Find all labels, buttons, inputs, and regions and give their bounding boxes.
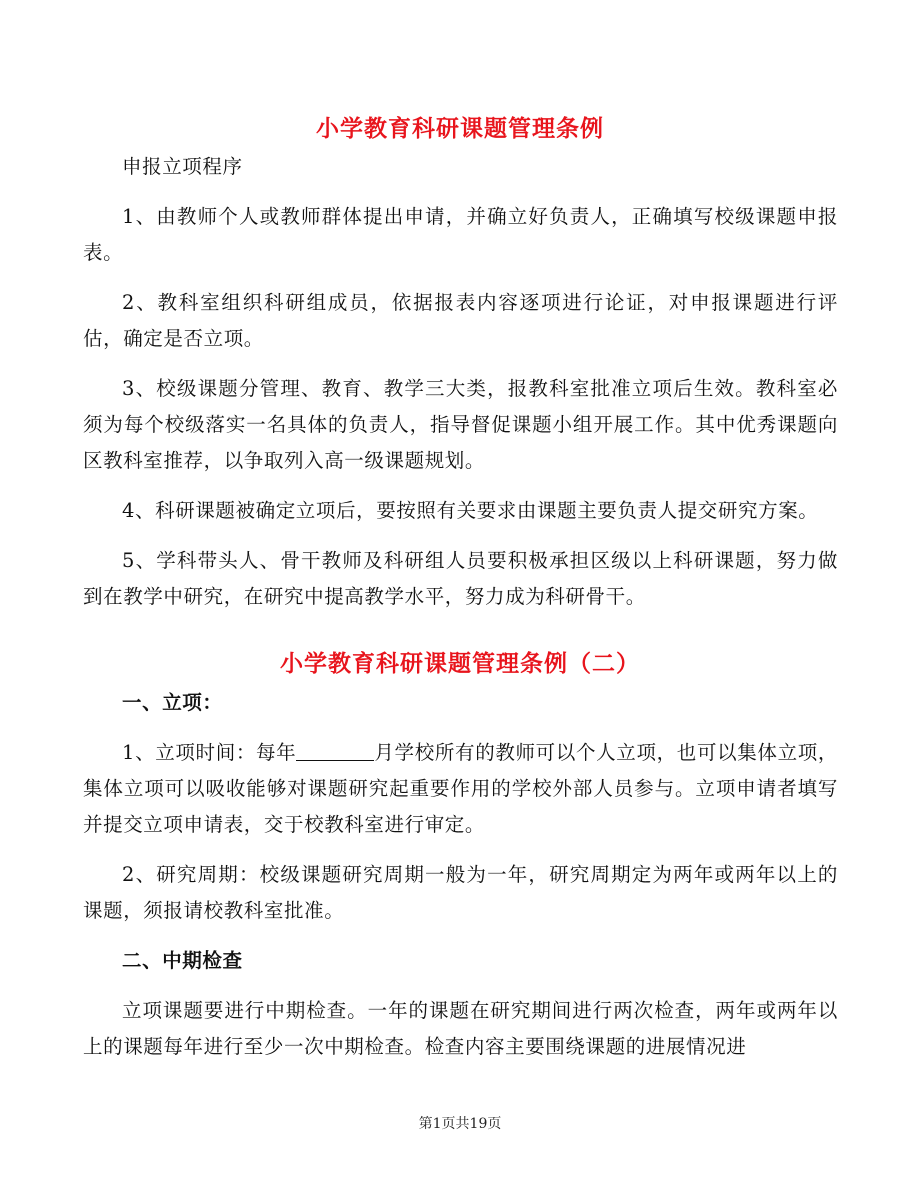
procedure-item-4: 4、科研课题被确定立项后，要按照有关要求由课题主要负责人提交研究方案。 [122, 499, 819, 522]
section-heading: 申报立项程序 [122, 155, 243, 178]
heading-mid-term-check: 二、中期检查 [122, 949, 243, 972]
heading-project-approval: 一、立项： [122, 691, 223, 714]
mid-term-check-paragraph: 立项课题要进行中期检查。一年的课题在研究期间进行两次检查，两年或两年以上的课题每年进行至少一次中期检查。检查内容主要围绕课题的进展情况进 [83, 999, 838, 1058]
blank-fill-line [296, 741, 374, 762]
approval-item-2: 2、研究周期：校级课题研究周期一般为一年，研究周期定为两年或两年以上的课题，须报请校教科室批准。 [83, 863, 838, 922]
procedure-item-1: 1、由教师个人或教师群体提出申请，并确立好负责人，正确填写校级课题申报表。 [83, 205, 838, 264]
procedure-item-2: 2、教科室组织科研组成员，依据报表内容逐项进行论证，对申报课题进行评估，确定是否立项。 [83, 291, 838, 350]
procedure-item-5: 5、学科带头人、骨干教师及科研组人员要积极承担区级以上科研课题，努力做到在教学中研究，在研究中提高教学水平，努力成为科研骨干。 [83, 549, 838, 608]
procedure-item-3: 3、校级课题分管理、教育、教学三大类，报教科室批准立项后生效。教科室必须为每个校级落实一名具体的负责人，指导督促课题小组开展工作。其中优秀课题向区教科室推荐，以争取列入高一级课题规划。 [83, 377, 838, 472]
section-project-management [83, 685, 838, 1079]
approval-item-1-suffix: 月学校所有的教师可以个人立项，也可以集体立项，集体立项可以吸收能够对课题研究起重要作用的学校外部人员参与。立项申请者填写并提交立项申请表，交于校教科室进行审定。 [83, 741, 838, 836]
approval-item-1 [83, 735, 838, 843]
document-title: 小学教育科研课题管理条例 [316, 115, 604, 142]
section-application-procedure [83, 149, 838, 629]
document-subtitle: 小学教育科研课题管理条例（二） [280, 650, 640, 677]
approval-item-1-prefix: 1、立项时间：每年 [122, 741, 297, 764]
page-footer: 第1页共19页 [418, 1116, 502, 1132]
